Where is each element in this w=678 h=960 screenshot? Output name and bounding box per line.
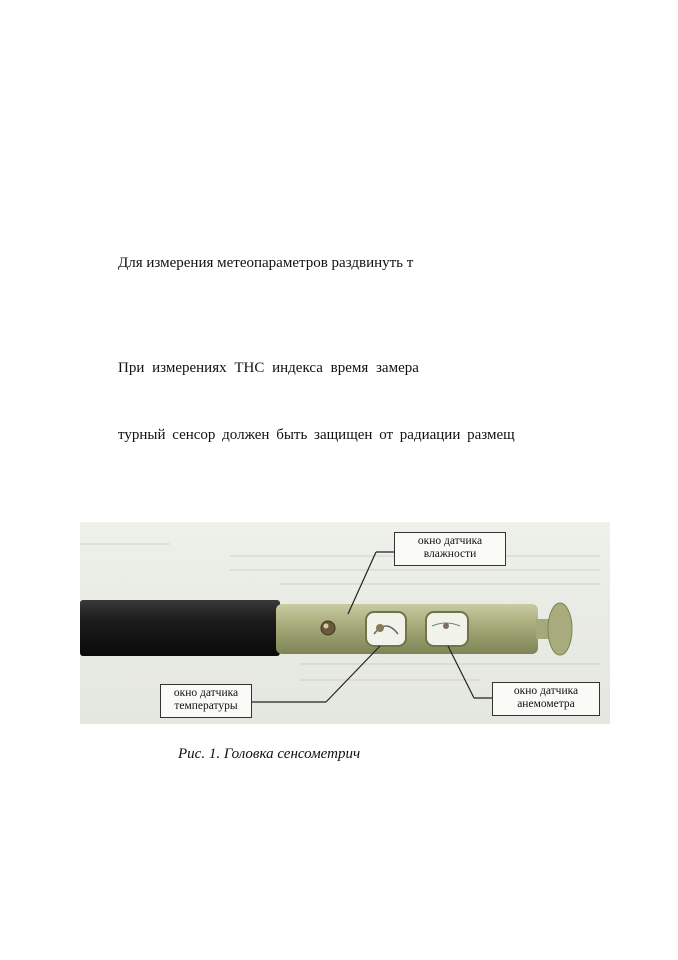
humidity-window-label — [394, 532, 506, 566]
screw-icon — [321, 621, 335, 635]
humidity-label-line-2: влажности — [423, 548, 477, 560]
temperature-label-line-2: температуры — [174, 700, 238, 712]
humidity-label-line-1: окно датчика — [417, 535, 483, 547]
sensor-head-photo — [80, 522, 610, 724]
anemometer-label-line-1: окно датчика — [513, 685, 579, 697]
humidity-sensor-window — [366, 612, 406, 646]
figure-caption: Рис. 1. Головка сенсометрич — [178, 746, 361, 762]
body-text-line-1: Для измерения метеопараметров раздвинуть т — [118, 255, 414, 271]
anemometer-sensor-window — [426, 612, 468, 646]
temperature-label-line-1: окно датчика — [173, 687, 239, 699]
sensor-end-cap — [548, 603, 572, 655]
anemometer-window-label — [492, 682, 600, 716]
black-rod — [80, 600, 280, 656]
body-text-line-2: При измерениях ТНС индекса время замера — [118, 360, 419, 376]
anemometer-label-line-2: анемометра — [517, 698, 575, 710]
body-text-line-3: турный сенсор должен быть защищен от радиации размещ — [118, 427, 515, 443]
temperature-window-label — [160, 684, 252, 718]
